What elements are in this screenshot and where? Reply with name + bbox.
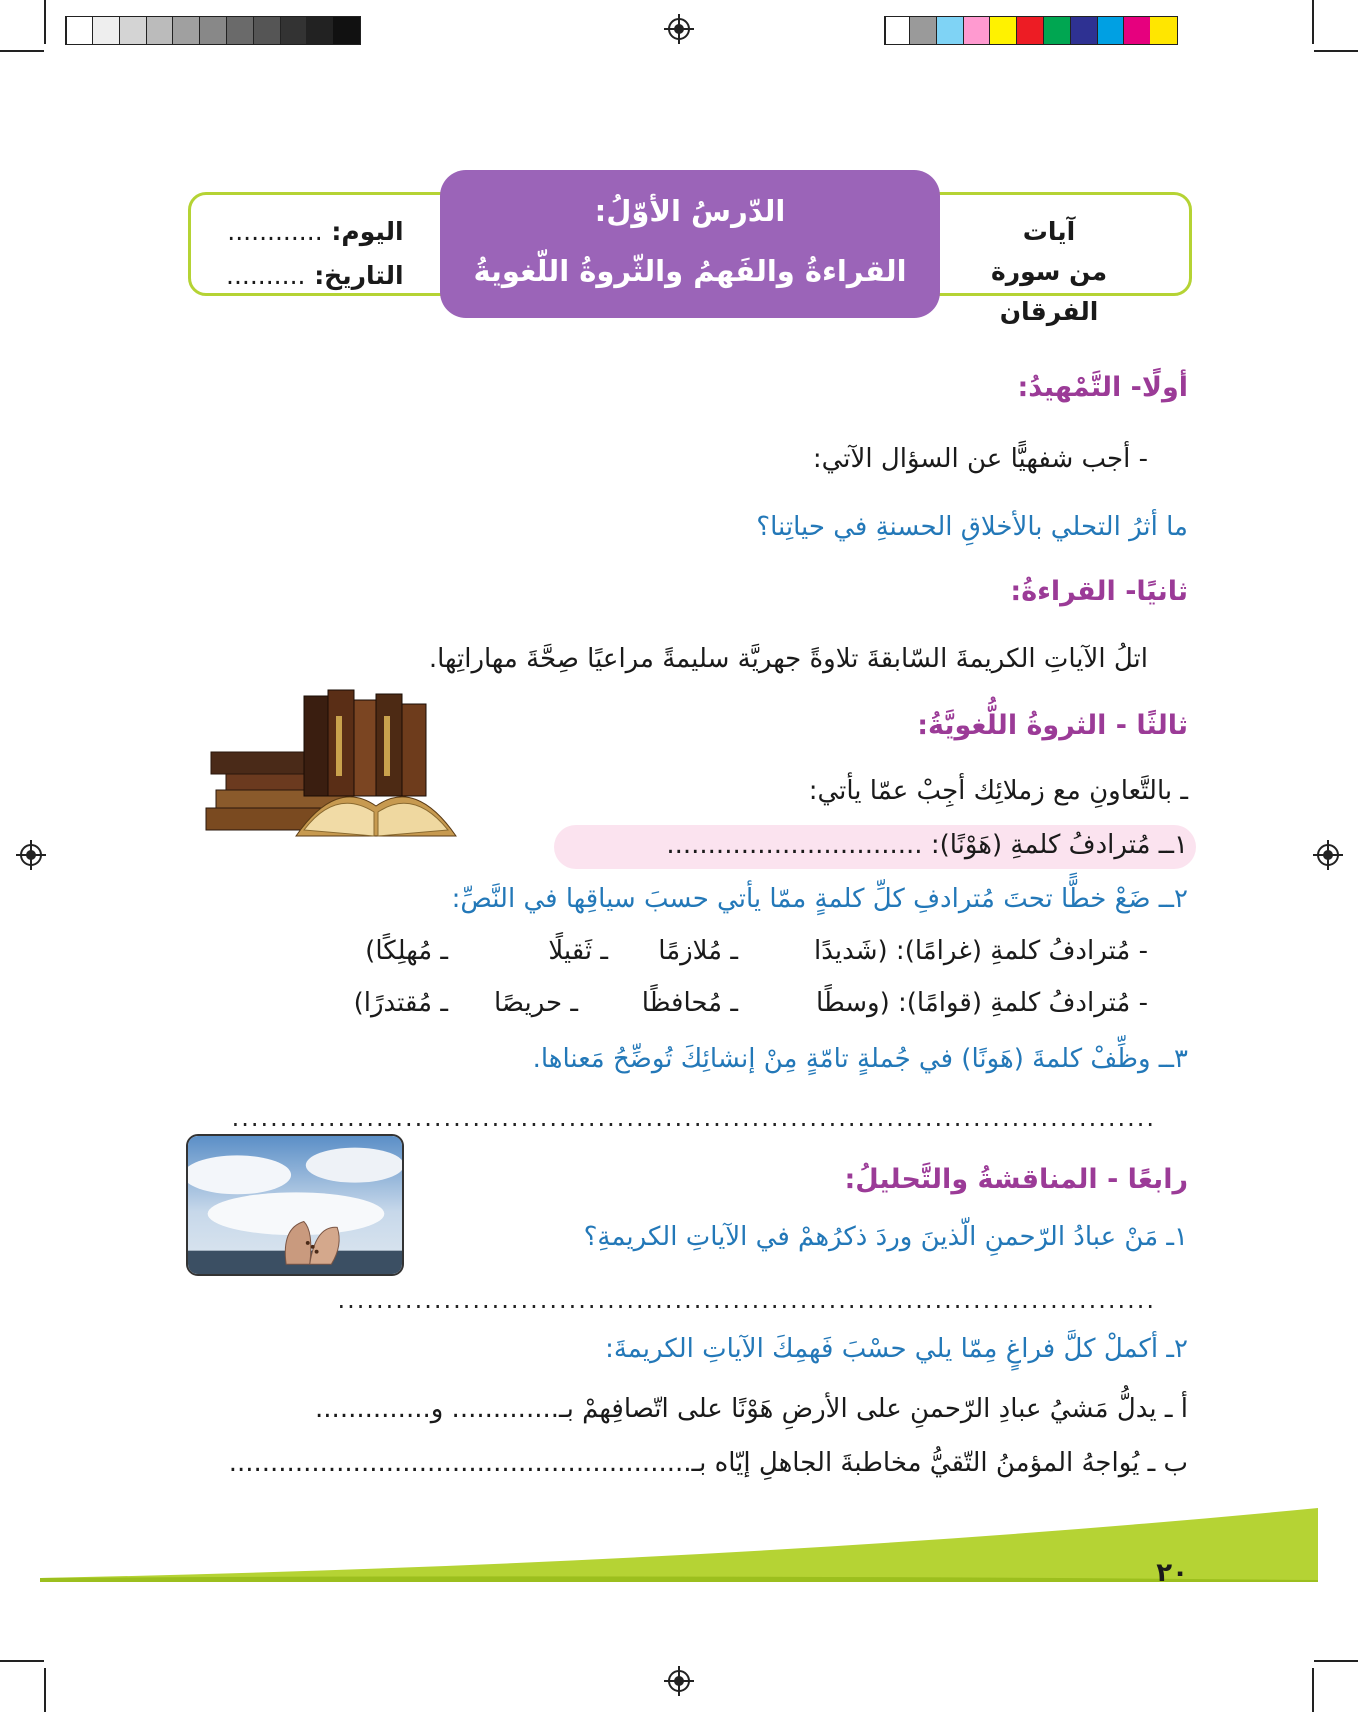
q2-row1-option1[interactable]: ـ مُلازمًا: [658, 936, 738, 966]
crop-mark: [1312, 1668, 1314, 1712]
registration-mark-right: [1317, 844, 1339, 866]
section3-intro: ـ بالتَّعاونِ مع زملائِك أجِبْ عمّا يأتي:: [808, 776, 1188, 806]
date-dots[interactable]: ..........: [226, 261, 306, 290]
section4-q1: ١ـ مَنْ عبادُ الرّحمنِ الّذينَ وردَ ذكرُهمْ في الآياتِ الكريمةِ؟: [583, 1222, 1188, 1252]
date-block: [226, 210, 404, 298]
section1-question: ما أثرُ التحلي بالأخلاقِ الحسنةِ في حياتِنا؟: [756, 512, 1188, 542]
crop-mark: [1312, 0, 1314, 44]
section1-title: أولًا- التَّمْهيدُ:: [1017, 372, 1188, 403]
lesson-title-pill: [440, 170, 940, 318]
crop-mark: [0, 1660, 44, 1662]
q2-row1-prefix: - مُترادفُ كلمةِ (غرامًا): (شَديدًا: [813, 936, 1148, 966]
crop-mark: [44, 1668, 46, 1712]
registration-mark-top: [668, 18, 690, 40]
s4-q1-answer-line[interactable]: .....................................................................................: [337, 1286, 1156, 1314]
q2-row1-option2[interactable]: ـ ثَقيلًا: [548, 936, 608, 966]
registration-mark-left: [20, 844, 42, 866]
surah-line1: آيات: [1022, 217, 1076, 246]
q2-row2-prefix: - مُترادفُ كلمةِ (قوامًا): (وسطًا: [816, 988, 1148, 1018]
q2-row1-option3[interactable]: ـ مُهلِكًا): [365, 936, 448, 966]
section3-q1[interactable]: ١ــ مُترادفُ كلمةِ (هَوْنًا): ...............................: [666, 830, 1188, 860]
day-label: اليوم:: [331, 217, 404, 246]
day-row: [226, 210, 404, 254]
surah-line2: من سورة الفرقان: [990, 257, 1108, 326]
q3-answer-line[interactable]: ................................................................................................: [231, 1104, 1156, 1132]
lesson-subtitle: القراءةُ والفَهمُ والثّروةُ اللّغويةُ: [473, 254, 907, 288]
section3-q2: ٢ــ ضَعْ خطًّا تحتَ مُترادفِ كلِّ كلمةٍ ممّا يأتي حسبَ سياقِها في النَّصِّ:: [451, 884, 1188, 914]
books-illustration: [186, 686, 474, 846]
registration-mark-bottom: [668, 1670, 690, 1692]
footer-band: [40, 1508, 1318, 1582]
date-row: [226, 254, 404, 298]
section2-instruction: اتلُ الآياتِ الكريمةَ السّابقةَ تلاوةً جهريَّة سليمةً مراعيًا صِحَّةَ مهاراتِها.: [428, 644, 1148, 674]
surah-title: [954, 212, 1144, 332]
lesson-title: الدّرسُ الأوّلُ:: [594, 194, 786, 228]
section4-q2-a[interactable]: أ ـ يدلُّ مَشيُ عبادِ الرّحمنِ على الأرضِ هَوْنًا على اتّصافِهمْ بـ............. و..............: [315, 1394, 1188, 1424]
day-dots[interactable]: ............: [227, 217, 323, 246]
section1-instruction: - أجب شفهيًّا عن السؤال الآتي:: [812, 444, 1148, 474]
prayer-hands-image: [186, 1134, 404, 1276]
date-label: التاريخ:: [314, 261, 404, 290]
section4-title: رابعًا - المناقشةُ والتَّحليلُ:: [844, 1164, 1188, 1195]
crop-mark: [0, 50, 44, 52]
page-number: ٢٠: [1156, 1558, 1188, 1588]
q2-row2-option2[interactable]: ـ حريصًا: [493, 988, 578, 1018]
section3-q3: ٣ــ وظِّفْ كلمةَ (هَونًا) في جُملةٍ تامّةٍ مِنْ إنشائِكَ تُوضِّحُ مَعناها.: [532, 1044, 1188, 1074]
grayscale-strip: [65, 16, 361, 45]
color-strip: [884, 16, 1178, 45]
q2-row2-option3[interactable]: ـ مُقتدرًا): [353, 988, 448, 1018]
section3-title: ثالثًا - الثروةُ اللُّغويَّةُ:: [917, 710, 1188, 741]
crop-mark: [1314, 1660, 1358, 1662]
crop-mark: [1314, 50, 1358, 52]
section2-title: ثانيًا- القراءةُ:: [1010, 576, 1188, 607]
crop-mark: [44, 0, 46, 44]
section4-q2-b[interactable]: ب ـ يُواجهُ المؤمنُ التّقيُّ مخاطبةَ الجاهلِ إيّاه بـ........................................................: [228, 1448, 1188, 1478]
q2-row2-option1[interactable]: ـ مُحافظًا: [641, 988, 738, 1018]
section4-q2: ٢ـ أكملْ كلَّ فراغٍ مِمّا يلي حسْبَ فَهمِكَ الآياتِ الكريمةَ:: [605, 1334, 1188, 1364]
